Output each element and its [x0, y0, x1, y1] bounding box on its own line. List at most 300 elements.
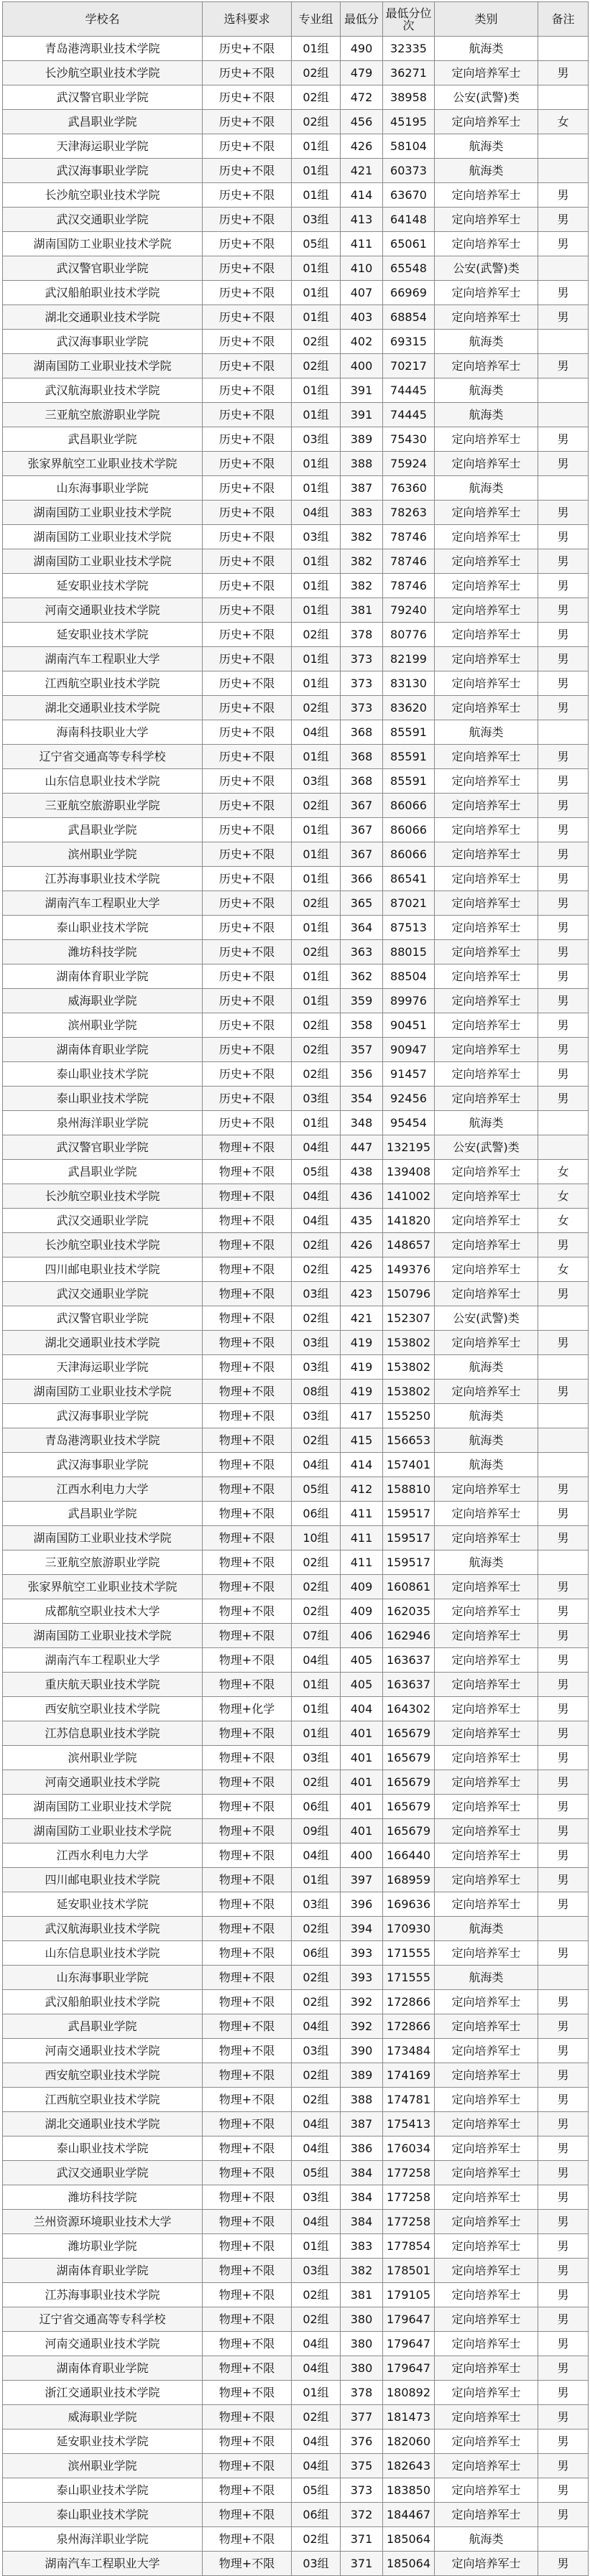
subject-requirement-cell: 物理+不限 [203, 2527, 292, 2552]
note-cell: 男 [538, 1795, 589, 1819]
note-cell: 男 [538, 842, 589, 867]
table-row [3, 1331, 589, 1355]
category-cell: 航海类 [435, 1453, 538, 1477]
note-cell: 男 [538, 1526, 589, 1550]
school-cell: 延安职业技术学院 [3, 574, 203, 598]
subject-requirement-cell: 历史+不限 [203, 256, 292, 281]
subject-requirement-cell: 物理+不限 [203, 2088, 292, 2112]
note-cell [538, 1135, 589, 1160]
table-row [3, 1453, 589, 1477]
category-cell: 定向培养军士 [435, 183, 538, 208]
note-cell: 女 [538, 110, 589, 134]
min-rank-cell: 86541 [383, 867, 435, 891]
note-cell: 男 [538, 1233, 589, 1257]
min-score-cell: 381 [341, 598, 383, 623]
min-score-cell: 404 [341, 1697, 383, 1721]
min-rank-cell: 132195 [383, 1135, 435, 1160]
category-cell: 定向培养军士 [435, 208, 538, 232]
table-row [3, 2063, 589, 2088]
table-row [3, 452, 589, 476]
min-rank-cell: 79240 [383, 598, 435, 623]
subject-requirement-cell: 历史+不限 [203, 110, 292, 134]
school-cell: 潍坊科技学院 [3, 2185, 203, 2210]
category-cell: 定向培养军士 [435, 2503, 538, 2527]
table-row [3, 256, 589, 281]
note-cell: 男 [538, 501, 589, 525]
category-cell: 定向培养军士 [435, 2136, 538, 2161]
table-row [3, 940, 589, 964]
table-row [3, 305, 589, 330]
min-rank-cell: 163637 [383, 1673, 435, 1697]
note-cell: 男 [538, 867, 589, 891]
major-group-cell: 03组 [292, 1331, 341, 1355]
min-score-cell: 456 [341, 110, 383, 134]
subject-requirement-cell: 物理+不限 [203, 1477, 292, 1502]
school-cell: 湖北交通职业技术学院 [3, 305, 203, 330]
category-cell: 定向培养军士 [435, 2307, 538, 2332]
category-cell: 定向培养军士 [435, 671, 538, 696]
major-group-cell: 01组 [292, 964, 341, 989]
school-cell: 三亚航空旅游职业学院 [3, 1550, 203, 1575]
note-cell: 女 [538, 1257, 589, 1282]
min-rank-cell: 95454 [383, 1111, 435, 1135]
subject-requirement-cell: 物理+不限 [203, 1843, 292, 1868]
min-score-cell: 417 [341, 1404, 383, 1428]
table-row [3, 745, 589, 769]
school-cell: 滨州职业学院 [3, 842, 203, 867]
min-score-cell: 397 [341, 1868, 383, 1892]
major-group-cell: 01组 [292, 378, 341, 403]
table-row [3, 867, 589, 891]
table-row [3, 2283, 589, 2307]
school-cell: 泰山职业技术学院 [3, 2503, 203, 2527]
category-cell: 定向培养军士 [435, 1697, 538, 1721]
category-cell: 航海类 [435, 159, 538, 183]
table-row [3, 183, 589, 208]
table-row [3, 2503, 589, 2527]
min-rank-cell: 64148 [383, 208, 435, 232]
note-cell: 男 [538, 1624, 589, 1648]
major-group-cell: 02组 [292, 1575, 341, 1599]
category-cell: 定向培养军士 [435, 1941, 538, 1966]
subject-requirement-cell: 物理+不限 [203, 2161, 292, 2185]
school-cell: 武汉船舶职业技术学院 [3, 281, 203, 305]
subject-requirement-cell: 历史+不限 [203, 1062, 292, 1087]
min-rank-cell: 157401 [383, 1453, 435, 1477]
school-cell: 三亚航空旅游职业学院 [3, 794, 203, 818]
major-group-cell: 06组 [292, 1502, 341, 1526]
school-cell: 长沙航空职业技术学院 [3, 1233, 203, 1257]
min-rank-cell: 141820 [383, 1209, 435, 1233]
note-cell: 男 [538, 1892, 589, 1917]
major-group-cell: 03组 [292, 1087, 341, 1111]
subject-requirement-cell: 物理+不限 [203, 1648, 292, 1673]
table-row [3, 1599, 589, 1624]
min-score-cell: 388 [341, 2088, 383, 2112]
school-cell: 威海职业学院 [3, 989, 203, 1013]
table-row [3, 2356, 589, 2381]
subject-requirement-cell: 物理+不限 [203, 2063, 292, 2088]
note-cell: 男 [538, 354, 589, 378]
table-row [3, 2039, 589, 2063]
min-score-cell: 411 [341, 1526, 383, 1550]
min-score-cell: 354 [341, 1087, 383, 1111]
note-cell: 男 [538, 671, 589, 696]
note-cell [538, 330, 589, 354]
min-rank-cell: 158810 [383, 1477, 435, 1502]
school-cell: 泰山职业技术学院 [3, 916, 203, 940]
header-min-score: 最低分 [341, 2, 383, 37]
category-cell: 定向培养军士 [435, 1648, 538, 1673]
min-score-cell: 386 [341, 2136, 383, 2161]
major-group-cell: 04组 [292, 2356, 341, 2381]
table-row [3, 1697, 589, 1721]
category-cell: 定向培养军士 [435, 916, 538, 940]
school-cell: 湖南国防工业职业技术学院 [3, 1795, 203, 1819]
subject-requirement-cell: 历史+不限 [203, 452, 292, 476]
subject-requirement-cell: 历史+不限 [203, 1087, 292, 1111]
note-cell [538, 1453, 589, 1477]
table-row [3, 794, 589, 818]
table-row [3, 1990, 589, 2014]
table-row [3, 671, 589, 696]
min-rank-cell: 139408 [383, 1160, 435, 1184]
min-rank-cell: 66969 [383, 281, 435, 305]
major-group-cell: 02组 [292, 696, 341, 720]
subject-requirement-cell: 物理+不限 [203, 2136, 292, 2161]
note-cell: 男 [538, 1746, 589, 1770]
table-row [3, 2381, 589, 2405]
category-cell: 定向培养军士 [435, 427, 538, 452]
min-score-cell: 364 [341, 916, 383, 940]
major-group-cell: 02组 [292, 85, 341, 110]
category-cell: 定向培养军士 [435, 1721, 538, 1746]
min-rank-cell: 174169 [383, 2063, 435, 2088]
note-cell: 男 [538, 818, 589, 842]
subject-requirement-cell: 历史+不限 [203, 37, 292, 61]
table-row [3, 2088, 589, 2112]
note-cell: 男 [538, 769, 589, 794]
min-score-cell: 479 [341, 61, 383, 85]
major-group-cell: 04组 [292, 1843, 341, 1868]
school-cell: 青岛港湾职业技术学院 [3, 1428, 203, 1453]
major-group-cell: 03组 [292, 525, 341, 549]
table-row [3, 1770, 589, 1795]
min-score-cell: 391 [341, 378, 383, 403]
category-cell: 航海类 [435, 720, 538, 745]
min-score-cell: 412 [341, 1477, 383, 1502]
table-row [3, 891, 589, 916]
major-group-cell: 01组 [292, 183, 341, 208]
subject-requirement-cell: 物理+不限 [203, 1941, 292, 1966]
subject-requirement-cell: 历史+不限 [203, 964, 292, 989]
note-cell: 男 [538, 1990, 589, 2014]
category-cell: 定向培养军士 [435, 940, 538, 964]
min-score-cell: 387 [341, 476, 383, 501]
subject-requirement-cell: 物理+不限 [203, 1184, 292, 1209]
school-cell: 泰山职业技术学院 [3, 1087, 203, 1111]
subject-requirement-cell: 历史+不限 [203, 1038, 292, 1062]
category-cell: 定向培养军士 [435, 769, 538, 794]
note-cell: 男 [538, 1721, 589, 1746]
note-cell [538, 403, 589, 427]
note-cell: 男 [538, 1819, 589, 1843]
school-cell: 滨州职业学院 [3, 1746, 203, 1770]
table-row [3, 85, 589, 110]
subject-requirement-cell: 历史+不限 [203, 403, 292, 427]
category-cell: 定向培养军士 [435, 281, 538, 305]
min-score-cell: 421 [341, 159, 383, 183]
min-rank-cell: 165679 [383, 1819, 435, 1843]
note-cell [538, 1428, 589, 1453]
table-row [3, 232, 589, 256]
note-cell [538, 256, 589, 281]
min-rank-cell: 32335 [383, 37, 435, 61]
subject-requirement-cell: 历史+不限 [203, 525, 292, 549]
major-group-cell: 01组 [292, 671, 341, 696]
table-row [3, 2527, 589, 2552]
min-score-cell: 380 [341, 2307, 383, 2332]
min-score-cell: 392 [341, 2014, 383, 2039]
school-cell: 湖北交通职业技术学院 [3, 1331, 203, 1355]
category-cell: 定向培养军士 [435, 1013, 538, 1038]
school-cell: 西安航空职业技术学院 [3, 1697, 203, 1721]
subject-requirement-cell: 物理+不限 [203, 1502, 292, 1526]
school-cell: 武昌职业学院 [3, 2014, 203, 2039]
school-cell: 滨州职业学院 [3, 1013, 203, 1038]
subject-requirement-cell: 历史+不限 [203, 745, 292, 769]
subject-requirement-cell: 物理+不限 [203, 1306, 292, 1331]
table-row [3, 1428, 589, 1453]
major-group-cell: 06组 [292, 2503, 341, 2527]
category-cell: 定向培养军士 [435, 110, 538, 134]
min-score-cell: 410 [341, 256, 383, 281]
major-group-cell: 03组 [292, 2259, 341, 2283]
table-header [3, 2, 589, 37]
min-rank-cell: 165679 [383, 1721, 435, 1746]
school-cell: 延安职业技术学院 [3, 1892, 203, 1917]
school-cell: 成都航空职业技术大学 [3, 1599, 203, 1624]
table-row [3, 1843, 589, 1868]
note-cell: 男 [538, 208, 589, 232]
note-cell: 男 [538, 232, 589, 256]
school-cell: 武汉警官职业学院 [3, 1306, 203, 1331]
category-cell: 定向培养军士 [435, 501, 538, 525]
min-score-cell: 377 [341, 2405, 383, 2429]
major-group-cell: 04组 [292, 2014, 341, 2039]
category-cell: 定向培养军士 [435, 549, 538, 574]
school-cell: 长沙航空职业技术学院 [3, 61, 203, 85]
header-school: 学校名 [3, 2, 203, 37]
min-rank-cell: 173484 [383, 2039, 435, 2063]
subject-requirement-cell: 历史+不限 [203, 159, 292, 183]
school-cell: 山东信息职业技术学院 [3, 1941, 203, 1966]
school-cell: 延安职业技术学院 [3, 623, 203, 647]
min-rank-cell: 60373 [383, 159, 435, 183]
major-group-cell: 03组 [292, 2552, 341, 2576]
min-rank-cell: 176034 [383, 2136, 435, 2161]
subject-requirement-cell: 物理+不限 [203, 1550, 292, 1575]
table-row [3, 1160, 589, 1184]
school-cell: 河南交通职业技术学院 [3, 598, 203, 623]
major-group-cell: 04组 [292, 1209, 341, 1233]
note-cell: 男 [538, 1502, 589, 1526]
major-group-cell: 01组 [292, 1111, 341, 1135]
school-cell: 泰山职业技术学院 [3, 2136, 203, 2161]
table-row [3, 1819, 589, 1843]
category-cell: 定向培养军士 [435, 989, 538, 1013]
school-cell: 武昌职业学院 [3, 1502, 203, 1526]
min-score-cell: 383 [341, 2234, 383, 2259]
min-score-cell: 414 [341, 183, 383, 208]
category-cell: 航海类 [435, 330, 538, 354]
table-row [3, 1013, 589, 1038]
min-score-cell: 362 [341, 964, 383, 989]
min-score-cell: 378 [341, 2381, 383, 2405]
subject-requirement-cell: 历史+不限 [203, 183, 292, 208]
table-row [3, 2161, 589, 2185]
category-cell: 航海类 [435, 2527, 538, 2552]
category-cell: 定向培养军士 [435, 891, 538, 916]
note-cell [538, 1111, 589, 1135]
major-group-cell: 01组 [292, 305, 341, 330]
min-score-cell: 387 [341, 2112, 383, 2136]
min-score-cell: 414 [341, 1453, 383, 1477]
min-score-cell: 373 [341, 671, 383, 696]
category-cell: 公安(武警)类 [435, 1306, 538, 1331]
table-row [3, 1575, 589, 1599]
major-group-cell: 01组 [292, 598, 341, 623]
note-cell: 女 [538, 1209, 589, 1233]
school-cell: 武汉警官职业学院 [3, 256, 203, 281]
min-rank-cell: 90947 [383, 1038, 435, 1062]
school-cell: 江苏海事职业技术学院 [3, 2283, 203, 2307]
category-cell: 航海类 [435, 1550, 538, 1575]
note-cell: 男 [538, 1599, 589, 1624]
major-group-cell: 09组 [292, 1819, 341, 1843]
note-cell [538, 134, 589, 159]
category-cell: 定向培养军士 [435, 2259, 538, 2283]
note-cell: 男 [538, 2039, 589, 2063]
school-cell: 武昌职业学院 [3, 110, 203, 134]
subject-requirement-cell: 物理+不限 [203, 1331, 292, 1355]
table-row [3, 1087, 589, 1111]
category-cell: 定向培养军士 [435, 1819, 538, 1843]
note-cell [538, 476, 589, 501]
min-score-cell: 371 [341, 2552, 383, 2576]
table-row [3, 2259, 589, 2283]
min-score-cell: 407 [341, 281, 383, 305]
subject-requirement-cell: 物理+不限 [203, 2185, 292, 2210]
category-cell: 定向培养军士 [435, 2356, 538, 2381]
subject-requirement-cell: 物理+不限 [203, 2234, 292, 2259]
school-cell: 张家界航空工业职业技术学院 [3, 1575, 203, 1599]
category-cell: 定向培养军士 [435, 1038, 538, 1062]
note-cell: 男 [538, 2088, 589, 2112]
major-group-cell: 01组 [292, 2381, 341, 2405]
category-cell: 定向培养军士 [435, 2039, 538, 2063]
school-cell: 湖南体育职业学院 [3, 1038, 203, 1062]
admission-score-table [2, 1, 589, 2576]
min-rank-cell: 179105 [383, 2283, 435, 2307]
major-group-cell: 02组 [292, 1233, 341, 1257]
major-group-cell: 02组 [292, 1038, 341, 1062]
subject-requirement-cell: 历史+不限 [203, 330, 292, 354]
major-group-cell: 04组 [292, 2112, 341, 2136]
table-row [3, 1917, 589, 1941]
category-cell: 定向培养军士 [435, 1477, 538, 1502]
min-rank-cell: 78263 [383, 501, 435, 525]
category-cell: 定向培养军士 [435, 647, 538, 671]
category-cell: 定向培养军士 [435, 2381, 538, 2405]
min-score-cell: 372 [341, 2503, 383, 2527]
min-score-cell: 378 [341, 623, 383, 647]
category-cell: 定向培养军士 [435, 1795, 538, 1819]
major-group-cell: 05组 [292, 1477, 341, 1502]
min-score-cell: 419 [341, 1355, 383, 1380]
note-cell: 男 [538, 2332, 589, 2356]
subject-requirement-cell: 物理+不限 [203, 2332, 292, 2356]
min-score-cell: 436 [341, 1184, 383, 1209]
note-cell: 男 [538, 2478, 589, 2503]
school-cell: 武汉交通职业学院 [3, 1209, 203, 1233]
table-row [3, 61, 589, 85]
major-group-cell: 02组 [292, 940, 341, 964]
major-group-cell: 02组 [292, 1550, 341, 1575]
note-cell: 男 [538, 2283, 589, 2307]
header-subject-requirement: 选科要求 [203, 2, 292, 37]
min-rank-cell: 172866 [383, 1990, 435, 2014]
note-cell [538, 159, 589, 183]
school-cell: 武汉海事职业学院 [3, 1404, 203, 1428]
category-cell: 定向培养军士 [435, 452, 538, 476]
table-row [3, 1673, 589, 1697]
subject-requirement-cell: 历史+不限 [203, 427, 292, 452]
category-cell: 公安(武警)类 [435, 1135, 538, 1160]
min-score-cell: 367 [341, 842, 383, 867]
category-cell: 定向培养军士 [435, 1062, 538, 1087]
subject-requirement-cell: 历史+不限 [203, 671, 292, 696]
min-score-cell: 384 [341, 2185, 383, 2210]
major-group-cell: 01组 [292, 2234, 341, 2259]
subject-requirement-cell: 物理+不限 [203, 1868, 292, 1892]
school-cell: 湖南体育职业学院 [3, 2259, 203, 2283]
category-cell: 定向培养军士 [435, 2063, 538, 2088]
table-row [3, 2405, 589, 2429]
note-cell [538, 1355, 589, 1380]
subject-requirement-cell: 历史+不限 [203, 501, 292, 525]
school-cell: 江苏信息职业技术学院 [3, 1721, 203, 1746]
note-cell [538, 1404, 589, 1428]
category-cell: 定向培养军士 [435, 794, 538, 818]
min-score-cell: 366 [341, 867, 383, 891]
school-cell: 四川邮电职业技术学院 [3, 1868, 203, 1892]
table-row [3, 2185, 589, 2210]
note-cell: 男 [538, 696, 589, 720]
school-cell: 武汉交通职业学院 [3, 2161, 203, 2185]
major-group-cell: 01组 [292, 842, 341, 867]
min-score-cell: 394 [341, 1917, 383, 1941]
table-row [3, 1062, 589, 1087]
table-row [3, 378, 589, 403]
category-cell: 航海类 [435, 134, 538, 159]
min-rank-cell: 183850 [383, 2478, 435, 2503]
note-cell: 男 [538, 891, 589, 916]
subject-requirement-cell: 物理+不限 [203, 1892, 292, 1917]
category-cell: 航海类 [435, 1355, 538, 1380]
min-rank-cell: 159517 [383, 1550, 435, 1575]
major-group-cell: 06组 [292, 1941, 341, 1966]
